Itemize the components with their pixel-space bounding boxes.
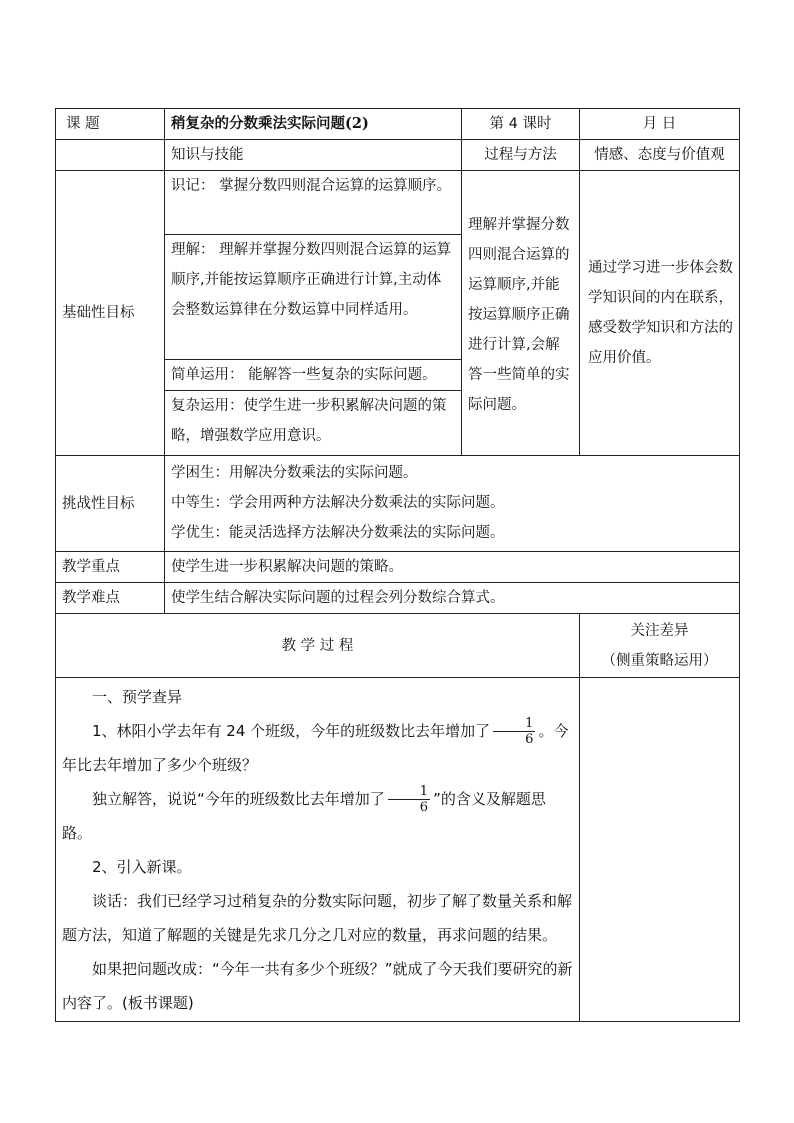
differences-title: 关注差异: [630, 622, 689, 639]
fraction-one-sixth: $\frac{1}{6}$: [493, 716, 535, 747]
difficulty-row: [56, 583, 740, 614]
intro-paragraph: 2、引入新课。: [92, 858, 192, 876]
lesson-title: 稍复杂的分数乘法实际问题(2): [165, 109, 462, 140]
basic-goal-label: 基础性目标: [56, 171, 165, 456]
fraction-one-sixth: $\frac{1}{6}$: [388, 784, 430, 815]
section-heading: 一、预学查异: [92, 688, 183, 706]
challenge-goal-item: 学困生：用解决分数乘法的实际问题。: [171, 465, 418, 481]
key-point-label: 教学重点: [56, 552, 165, 583]
lesson-date: 月 日: [580, 109, 740, 140]
lesson-period: 第 4 课时: [462, 109, 580, 140]
emotion-value-header: 情感、态度与价值观: [580, 140, 740, 171]
key-point-row: [56, 552, 740, 583]
differences-header: [580, 614, 740, 678]
challenge-goal-row: [56, 456, 740, 552]
header-row: [56, 109, 740, 140]
challenge-goal-item: 学优生：能灵活选择方法解决分数乘法的实际问题。: [171, 525, 505, 541]
basic-goal-item: 识记： 掌握分数四则混合运算的运算顺序。: [165, 171, 462, 235]
process-content-row: [56, 678, 740, 1022]
differences-notes: [580, 678, 740, 1022]
challenge-goal-item: 中等生：学会用两种方法解决分数乘法的实际问题。: [171, 495, 505, 511]
emotion-value-text: 通过学习进一步体会数学知识间的内在联系，感受数学知识和方法的应用价值。: [580, 171, 740, 456]
dimension-row: [56, 140, 740, 171]
differences-subtitle: （侧重策略运用）: [601, 652, 718, 669]
basic-goal-item: 复杂运用：使学生进一步积累解决问题的策略，增强数学应用意识。: [165, 391, 462, 456]
process-header-row: [56, 614, 740, 678]
teaching-process-content: [56, 678, 580, 1022]
lesson-plan-table: [55, 108, 740, 1022]
process-method-header: 过程与方法: [462, 140, 580, 171]
teaching-process-title: 教 学 过 程: [56, 614, 580, 678]
new-question-paragraph: 如果把问题改成：“今年一共有多少个班级？”就成了今天我们要研究的新内容了。(板书课题): [62, 960, 573, 1012]
difficulty-label: 教学难点: [56, 583, 165, 614]
knowledge-skill-header: 知识与技能: [165, 140, 462, 171]
problem-paragraph: 1、林阳小学去年有 24 个班级，今年的班级数比去年增加了 $\frac{1}{6}$ 。今年比去年增加了多少个班级？: [62, 716, 569, 774]
challenge-goal-label: 挑战性目标: [56, 456, 165, 552]
challenge-goal-list: [165, 456, 740, 552]
explain-paragraph: 独立解答，说说“今年的班级数比去年增加了 $\frac{1}{6}$ ”的含义及解题思路。: [62, 784, 546, 842]
key-point-text: 使学生进一步积累解决问题的策略。: [165, 552, 740, 583]
talk-paragraph: 谈话：我们已经学习过稍复杂的分数实际问题，初步了解了数量关系和解题方法，知道了解题的关键是先求几分之几对应的数量，再求问题的结果。: [62, 892, 573, 944]
topic-label: 课 题: [56, 109, 165, 140]
basic-goal-item: 理解： 理解并掌握分数四则混合运算的运算顺序,并能按运算顺序正确进行计算,主动体会整数运算律在分数运算中同样适用。: [165, 235, 462, 360]
lesson-plan-sheet: [55, 108, 739, 1022]
basic-goal-item: 简单运用： 能解答一些复杂的实际问题。: [165, 360, 462, 391]
process-method-text: 理解并掌握分数四则混合运算的运算顺序,并能按运算顺序正确进行计算,会解答一些简单的实际问题。: [462, 171, 580, 456]
basic-goal-row: [56, 171, 740, 235]
difficulty-text: 使学生结合解决实际问题的过程会列分数综合算式。: [165, 583, 740, 614]
